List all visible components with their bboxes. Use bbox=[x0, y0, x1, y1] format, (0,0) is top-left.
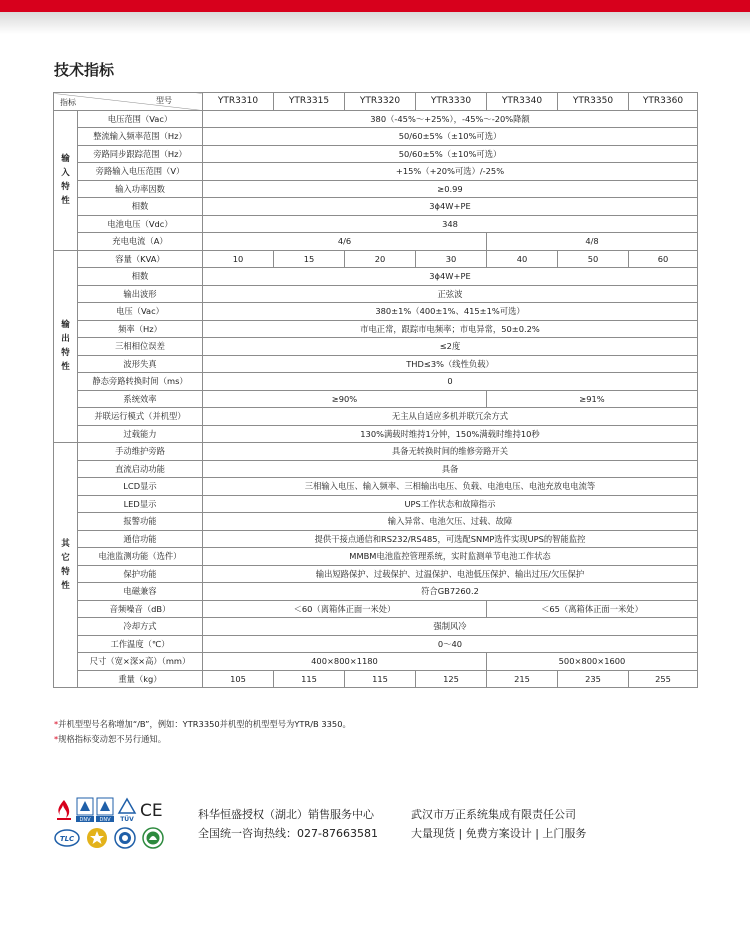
contact-line-2 bbox=[198, 824, 586, 843]
table-row bbox=[54, 180, 698, 198]
model-header-label: 型号 bbox=[156, 96, 172, 105]
capacity-cell: 30 bbox=[416, 250, 487, 268]
table-row bbox=[54, 425, 698, 443]
model-header: YTR3330 bbox=[416, 93, 487, 111]
row-value: 0～40 bbox=[203, 635, 698, 653]
row-label: 尺寸（宽×深×高）（mm） bbox=[78, 653, 203, 671]
row-label: 通信功能 bbox=[78, 530, 203, 548]
diagonal-header-cell bbox=[54, 93, 203, 111]
row-value: 具备无转换时间的维修旁路开关 bbox=[203, 443, 698, 461]
table-row bbox=[54, 460, 698, 478]
row-label: 电磁兼容 bbox=[78, 583, 203, 601]
row-label: 频率（Hz） bbox=[78, 320, 203, 338]
capacity-cell: 20 bbox=[345, 250, 416, 268]
weight-cell: 115 bbox=[274, 670, 345, 688]
row-label: 相数 bbox=[78, 268, 203, 286]
row-label: 波形失真 bbox=[78, 355, 203, 373]
row-value: 符合GB7260.2 bbox=[203, 583, 698, 601]
row-value: 市电正常，跟踪市电频率；市电异常，50±0.2% bbox=[203, 320, 698, 338]
capacity-cell: 40 bbox=[487, 250, 558, 268]
row-label: 手动维护旁路 bbox=[78, 443, 203, 461]
page-title: 技术指标 bbox=[54, 61, 115, 79]
row-value: ≥90% bbox=[203, 390, 487, 408]
dnv-cert-icon bbox=[76, 797, 94, 823]
svg-text:DNV: DNV bbox=[99, 817, 111, 823]
table-row bbox=[54, 548, 698, 566]
row-label: 保护功能 bbox=[78, 565, 203, 583]
table-row bbox=[54, 163, 698, 181]
row-value: ＜65（离箱体正面一米处） bbox=[487, 600, 698, 618]
table-row bbox=[54, 635, 698, 653]
svg-text:TÜV: TÜV bbox=[120, 816, 134, 823]
table-row bbox=[54, 390, 698, 408]
row-label: 旁路同步跟踪范围（Hz） bbox=[78, 145, 203, 163]
row-value: 380±1%（400±1%、415±1%可选） bbox=[203, 303, 698, 321]
gold-seal-icon bbox=[86, 827, 108, 849]
table-row bbox=[54, 110, 698, 128]
table-row bbox=[54, 408, 698, 426]
capacity-cell: 50 bbox=[558, 250, 629, 268]
table-row bbox=[54, 128, 698, 146]
table-header-row bbox=[54, 93, 698, 111]
table-row bbox=[54, 233, 698, 251]
tlc-cert-icon bbox=[54, 829, 80, 847]
row-value: 0 bbox=[203, 373, 698, 391]
ce-mark-icon bbox=[140, 800, 164, 818]
row-value: 3ϕ4W+PE bbox=[203, 198, 698, 216]
table-row bbox=[54, 618, 698, 636]
tuv-cert-icon bbox=[117, 797, 137, 823]
group-label-input: 输 入 特 性 bbox=[54, 110, 78, 250]
model-header: YTR3360 bbox=[629, 93, 698, 111]
row-value: 3ϕ4W+PE bbox=[203, 268, 698, 286]
row-value: +15%（+20%可选）/-25% bbox=[203, 163, 698, 181]
row-label: LED显示 bbox=[78, 495, 203, 513]
row-value: 500×800×1600 bbox=[487, 653, 698, 671]
row-value: 三相输入电压、输入频率、三相输出电压、负载、电池电压、电池充放电电流等 bbox=[203, 478, 698, 496]
row-value: 4/8 bbox=[487, 233, 698, 251]
row-label: 输入功率因数 bbox=[78, 180, 203, 198]
table-row bbox=[54, 285, 698, 303]
row-value: UPS工作状态和故障指示 bbox=[203, 495, 698, 513]
row-label: 报警功能 bbox=[78, 513, 203, 531]
weight-cell: 215 bbox=[487, 670, 558, 688]
environment-seal-icon bbox=[142, 827, 164, 849]
row-value: THD≤3%（线性负载） bbox=[203, 355, 698, 373]
row-value: ≥91% bbox=[487, 390, 698, 408]
service-center-name: 科华恒盛授权（湖北）销售服务中心 bbox=[198, 808, 374, 821]
row-label: 电池电压（Vdc） bbox=[78, 215, 203, 233]
spec-header-label: 指标 bbox=[60, 97, 76, 107]
table-row bbox=[54, 250, 698, 268]
company-name: 武汉市万正系统集成有限责任公司 bbox=[411, 808, 576, 821]
row-value: 4/6 bbox=[203, 233, 487, 251]
table-row bbox=[54, 443, 698, 461]
row-label: 相数 bbox=[78, 198, 203, 216]
row-label: 工作温度（℃） bbox=[78, 635, 203, 653]
row-label: 三相相位误差 bbox=[78, 338, 203, 356]
row-value: ＜60（离箱体正面一米处） bbox=[203, 600, 487, 618]
row-value: 强制风冷 bbox=[203, 618, 698, 636]
top-gray-shade bbox=[0, 12, 750, 34]
footnote: *并机型型号名称增加“/B”，例如：YTR3350并机型的机型型号为YTR/B 3350。 bbox=[54, 719, 351, 729]
weight-cell: 105 bbox=[203, 670, 274, 688]
row-value: 输出短路保护、过载保护、过温保护、电池低压保护、输出过压/欠压保护 bbox=[203, 565, 698, 583]
table-row bbox=[54, 215, 698, 233]
contact-line-1 bbox=[198, 805, 586, 824]
capacity-cell: 10 bbox=[203, 250, 274, 268]
table-row bbox=[54, 338, 698, 356]
row-label: 冷却方式 bbox=[78, 618, 203, 636]
flame-logo-icon bbox=[54, 799, 74, 821]
table-row bbox=[54, 565, 698, 583]
contact-block bbox=[198, 805, 586, 843]
table-row bbox=[54, 600, 698, 618]
row-value: 输入异常、电池欠压、过载、故障 bbox=[203, 513, 698, 531]
row-label: 系统效率 bbox=[78, 390, 203, 408]
row-value: 提供干接点通信和RS232/RS485，可选配SNMP选件实现UPS的智能监控 bbox=[203, 530, 698, 548]
model-header: YTR3340 bbox=[487, 93, 558, 111]
table-row bbox=[54, 145, 698, 163]
row-label: 直流启动功能 bbox=[78, 460, 203, 478]
group-label-other: 其 它 特 性 bbox=[54, 443, 78, 688]
row-value: 无主从自适应多机并联冗余方式 bbox=[203, 408, 698, 426]
row-value: 50/60±5%（±10%可选） bbox=[203, 128, 698, 146]
row-label: 并联运行模式（并机型） bbox=[78, 408, 203, 426]
capacity-cell: 60 bbox=[629, 250, 698, 268]
table-row bbox=[54, 198, 698, 216]
certification-logos bbox=[54, 797, 184, 857]
row-value: 130%满载时维持1分钟，150%满载时维持10秒 bbox=[203, 425, 698, 443]
table-row bbox=[54, 530, 698, 548]
row-value: 具备 bbox=[203, 460, 698, 478]
row-label: 过载能力 bbox=[78, 425, 203, 443]
table-row bbox=[54, 670, 698, 688]
table-row bbox=[54, 495, 698, 513]
row-label: LCD显示 bbox=[78, 478, 203, 496]
spec-table bbox=[53, 92, 698, 688]
svg-text:DNV: DNV bbox=[79, 817, 91, 823]
table-row bbox=[54, 320, 698, 338]
weight-cell: 125 bbox=[416, 670, 487, 688]
row-label: 输出波形 bbox=[78, 285, 203, 303]
row-label: 旁路输入电压范围（V） bbox=[78, 163, 203, 181]
weight-cell: 255 bbox=[629, 670, 698, 688]
weight-cell: 115 bbox=[345, 670, 416, 688]
table-row bbox=[54, 583, 698, 601]
row-label: 电池监测功能（选件） bbox=[78, 548, 203, 566]
row-value: 380（-45%～+25%），-45%～-20%降额 bbox=[203, 110, 698, 128]
footnote: *规格指标变动恕不另行通知。 bbox=[54, 734, 167, 744]
row-label: 音频噪音（dB） bbox=[78, 600, 203, 618]
row-value: ≤2度 bbox=[203, 338, 698, 356]
row-label: 充电电流（A） bbox=[78, 233, 203, 251]
weight-cell: 235 bbox=[558, 670, 629, 688]
service-slogan: 大量现货 | 免费方案设计 | 上门服务 bbox=[411, 827, 587, 840]
row-value: 正弦波 bbox=[203, 285, 698, 303]
table-row bbox=[54, 513, 698, 531]
model-header: YTR3315 bbox=[274, 93, 345, 111]
model-header: YTR3320 bbox=[345, 93, 416, 111]
svg-text:TLC: TLC bbox=[59, 835, 75, 843]
row-value: MMBM电池监控管理系统，实时监测单节电池工作状态 bbox=[203, 548, 698, 566]
table-row bbox=[54, 373, 698, 391]
dnv-cert-icon bbox=[96, 797, 114, 823]
row-label: 整流输入频率范围（Hz） bbox=[78, 128, 203, 146]
row-value: 400×800×1180 bbox=[203, 653, 487, 671]
hotline: 全国统一咨询热线：027-87663581 bbox=[198, 827, 378, 840]
row-label: 电压范围（Vac） bbox=[78, 110, 203, 128]
top-red-band bbox=[0, 0, 750, 12]
svg-text:CE: CE bbox=[140, 801, 163, 818]
capacity-cell: 15 bbox=[274, 250, 345, 268]
group-label-output: 输 出 特 性 bbox=[54, 250, 78, 443]
table-row bbox=[54, 303, 698, 321]
row-label: 容量（KVA） bbox=[78, 250, 203, 268]
table-row bbox=[54, 653, 698, 671]
quality-seal-icon bbox=[114, 827, 136, 849]
table-row bbox=[54, 478, 698, 496]
row-value: 50/60±5%（±10%可选） bbox=[203, 145, 698, 163]
model-header: YTR3350 bbox=[558, 93, 629, 111]
row-label: 电压（Vac） bbox=[78, 303, 203, 321]
row-label: 重量（kg） bbox=[78, 670, 203, 688]
footnotes bbox=[54, 717, 351, 747]
row-value: ≥0.99 bbox=[203, 180, 698, 198]
model-header: YTR3310 bbox=[203, 93, 274, 111]
table-row bbox=[54, 355, 698, 373]
row-value: 348 bbox=[203, 215, 698, 233]
table-row bbox=[54, 268, 698, 286]
row-label: 静态旁路转换时间（ms） bbox=[78, 373, 203, 391]
